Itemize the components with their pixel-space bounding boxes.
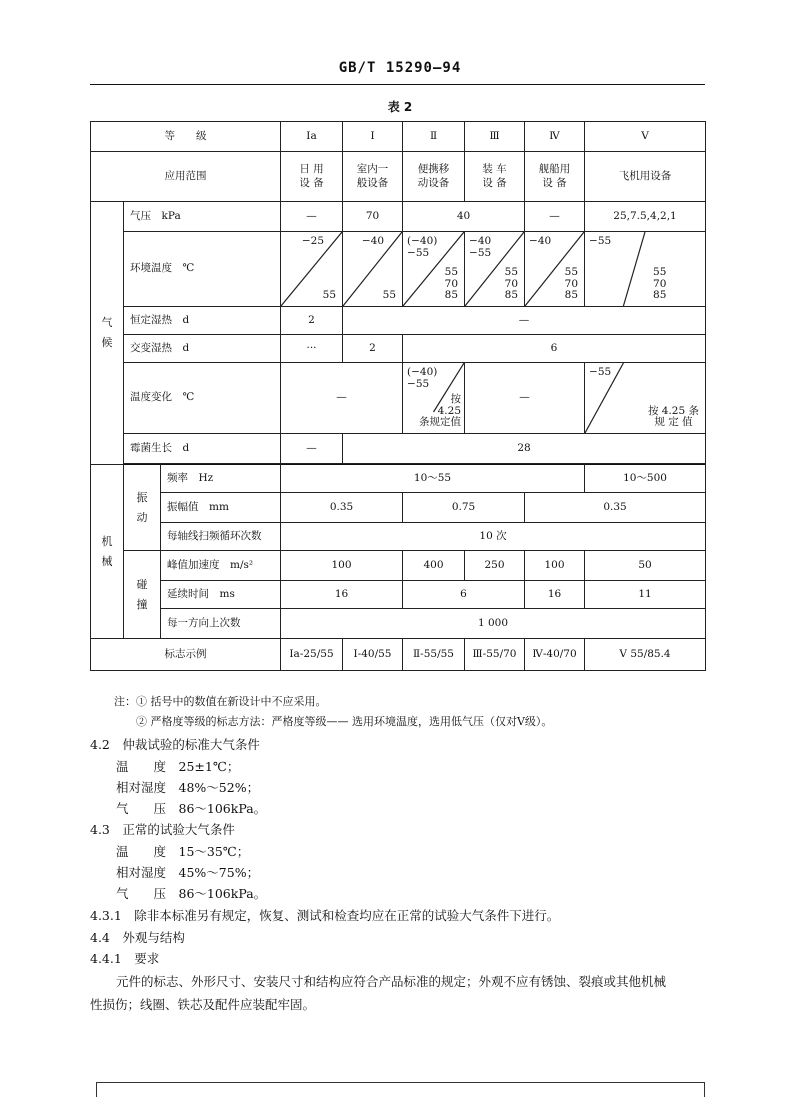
impacts-value: 1 000 xyxy=(281,609,706,639)
peak-acc-label: 峰值加速度 m/s² xyxy=(161,551,281,581)
temperature-label: 环境温度 ℃ xyxy=(124,232,281,307)
temp-v: −55 55 70 85 xyxy=(585,232,706,307)
pressure-ii-iii: 40 xyxy=(403,202,525,232)
sweep-value: 10 次 xyxy=(281,523,706,551)
grade-iv: Ⅳ xyxy=(525,122,585,152)
mould-row xyxy=(91,434,706,464)
cyclic-heat-i: 2 xyxy=(343,335,403,363)
cyclic-heat-ia: ··· xyxy=(281,335,343,363)
application-row xyxy=(91,152,706,202)
duration-label: 延续时间 ms xyxy=(161,581,281,609)
peak-acc-row xyxy=(91,551,706,581)
section-4-2-line-1: 温 度 25±1℃； xyxy=(116,759,240,774)
app-iv: 舰船用 设 备 xyxy=(525,152,585,202)
duration-iv: 16 xyxy=(525,581,585,609)
peak-acc-v: 50 xyxy=(585,551,706,581)
section-4-2-line-2: 相对湿度 48%～52%； xyxy=(116,780,260,795)
peak-acc-ii: 400 xyxy=(403,551,465,581)
next-page-frame xyxy=(96,1082,705,1097)
frequency-v: 10～500 xyxy=(585,465,706,493)
section-4-3-1: 4.3.1 除非本标准另有规定，恢复、测试和检查均应在正常的试验大气条件下进行。 xyxy=(90,908,560,923)
cyclic-heat-rest: 6 xyxy=(403,335,706,363)
section-4-4-1-para-line-2: 性损伤；线圈、铁芯及配件应装配牢固。 xyxy=(90,997,316,1012)
section-4-3-title: 4.3 正常的试验大气条件 xyxy=(90,822,235,837)
grade-i: Ⅰ xyxy=(343,122,403,152)
damp-heat-label: 恒定湿热 d xyxy=(124,307,281,335)
app-v: 飞机用设备 xyxy=(585,152,706,202)
pressure-ia: — xyxy=(281,202,343,232)
temp-change-iii-iv: — xyxy=(465,363,585,434)
note-2: ② 严格度等级的标志方法：严格度等级—— 选用环境温度，选用低气压（仅对Ⅴ级）。 xyxy=(136,715,553,728)
temp-change-row xyxy=(91,363,706,434)
marking-i: Ⅰ-40/55 xyxy=(343,639,403,671)
mould-rest: 28 xyxy=(343,434,706,464)
amplitude-3: 0.35 xyxy=(525,493,706,523)
damp-heat-ia: 2 xyxy=(281,307,343,335)
peak-acc-iv: 100 xyxy=(525,551,585,581)
frequency-main: 10～55 xyxy=(281,465,585,493)
frequency-row xyxy=(91,465,706,493)
table-caption: 表 2 xyxy=(387,100,413,114)
app-iii: 装 车 设 备 xyxy=(465,152,525,202)
duration-ii-iii: 6 xyxy=(403,581,525,609)
amplitude-1: 0.35 xyxy=(281,493,403,523)
grade-ii: Ⅱ xyxy=(403,122,465,152)
mould-ia: — xyxy=(281,434,343,464)
marking-ia: Ⅰa-25/55 xyxy=(281,639,343,671)
section-4-3-line-2: 相对湿度 45%～75%； xyxy=(116,865,260,880)
pressure-v: 25,7.5,4,2,1 xyxy=(585,202,706,232)
pressure-label: 气压 kPa xyxy=(124,202,281,232)
peak-acc-iii: 250 xyxy=(465,551,525,581)
frequency-label: 频率 Hz xyxy=(161,465,281,493)
marking-iii: Ⅲ-55/70 xyxy=(465,639,525,671)
temp-iii: −40 −55 55 70 85 xyxy=(465,232,525,307)
marking-row xyxy=(91,639,706,671)
temp-i: −40 55 xyxy=(343,232,403,307)
damp-heat-row xyxy=(91,307,706,335)
impact-group-label: 碰 撞 xyxy=(124,551,161,639)
amplitude-row xyxy=(91,493,706,523)
section-4-4-1-title: 4.4.1 要求 xyxy=(90,951,160,966)
sweep-row xyxy=(91,523,706,551)
grade-v: Ⅴ xyxy=(585,122,706,152)
grade-row xyxy=(91,122,706,152)
vibration-group-label: 振 动 xyxy=(124,465,161,551)
spec-table xyxy=(90,121,706,671)
mechanical-group-label: 机 械 xyxy=(91,465,124,639)
amplitude-2: 0.75 xyxy=(403,493,525,523)
note-1: 注：① 括号中的数值在新设计中不应采用。 xyxy=(114,695,327,708)
impacts-row xyxy=(91,609,706,639)
header-rule xyxy=(90,84,705,85)
climate-group-label: 气 候 xyxy=(91,202,124,465)
mould-label: 霉菌生长 d xyxy=(124,434,281,464)
damp-heat-rest: — xyxy=(343,307,706,335)
grade-ia: Ⅰa xyxy=(281,122,343,152)
pressure-i: 70 xyxy=(343,202,403,232)
temp-change-ia-i: — xyxy=(281,363,403,434)
section-4-2-line-3: 气 压 86～106kPa。 xyxy=(116,801,267,816)
pressure-iv: — xyxy=(525,202,585,232)
app-i: 室内一 般设备 xyxy=(343,152,403,202)
temperature-row xyxy=(91,232,706,307)
section-4-3-line-3: 气 压 86～106kPa。 xyxy=(116,886,267,901)
impacts-label: 每一方向上次数 xyxy=(161,609,281,639)
section-4-3-line-1: 温 度 15～35℃； xyxy=(116,844,250,859)
cyclic-heat-row xyxy=(91,335,706,363)
sweep-label: 每轴线扫频循环次数 xyxy=(161,523,281,551)
section-4-4-1-para-line-1: 元件的标志、外形尺寸、安装尺寸和结构应符合产品标准的规定；外观不应有锈蚀、裂痕或其他机械 xyxy=(116,974,667,989)
peak-acc-ia-i: 100 xyxy=(281,551,403,581)
temp-change-ii: (−40) −55 按 4.25 条规定值 xyxy=(403,363,465,434)
duration-ia-i: 16 xyxy=(281,581,403,609)
temp-iv: −40 55 70 85 xyxy=(525,232,585,307)
temp-change-v: −55 按 4.25 条 规 定 值 xyxy=(585,363,706,434)
amplitude-label: 振幅值 mm xyxy=(161,493,281,523)
app-ia: 日 用 设 备 xyxy=(281,152,343,202)
marking-ii: Ⅱ-55/55 xyxy=(403,639,465,671)
marking-label: 标志示例 xyxy=(91,639,281,671)
grade-iii: Ⅲ xyxy=(465,122,525,152)
section-4-4-title: 4.4 外观与结构 xyxy=(90,930,185,945)
cyclic-heat-label: 交变湿热 d xyxy=(124,335,281,363)
app-ii: 便携移 动设备 xyxy=(403,152,465,202)
pressure-row xyxy=(91,202,706,232)
marking-v: Ⅴ 55/85.4 xyxy=(585,639,706,671)
temp-change-label: 温度变化 ℃ xyxy=(124,363,281,434)
grade-label: 等 级 xyxy=(91,122,281,152)
marking-iv: Ⅳ-40/70 xyxy=(525,639,585,671)
duration-row xyxy=(91,581,706,609)
page-header: GB/T 15290—94 xyxy=(338,60,462,76)
section-4-2-title: 4.2 仲裁试验的标准大气条件 xyxy=(90,737,260,752)
duration-v: 11 xyxy=(585,581,706,609)
application-label: 应用范围 xyxy=(91,152,281,202)
temp-ii: (−40) −55 55 70 85 xyxy=(403,232,465,307)
temp-ia: −25 55 xyxy=(281,232,343,307)
